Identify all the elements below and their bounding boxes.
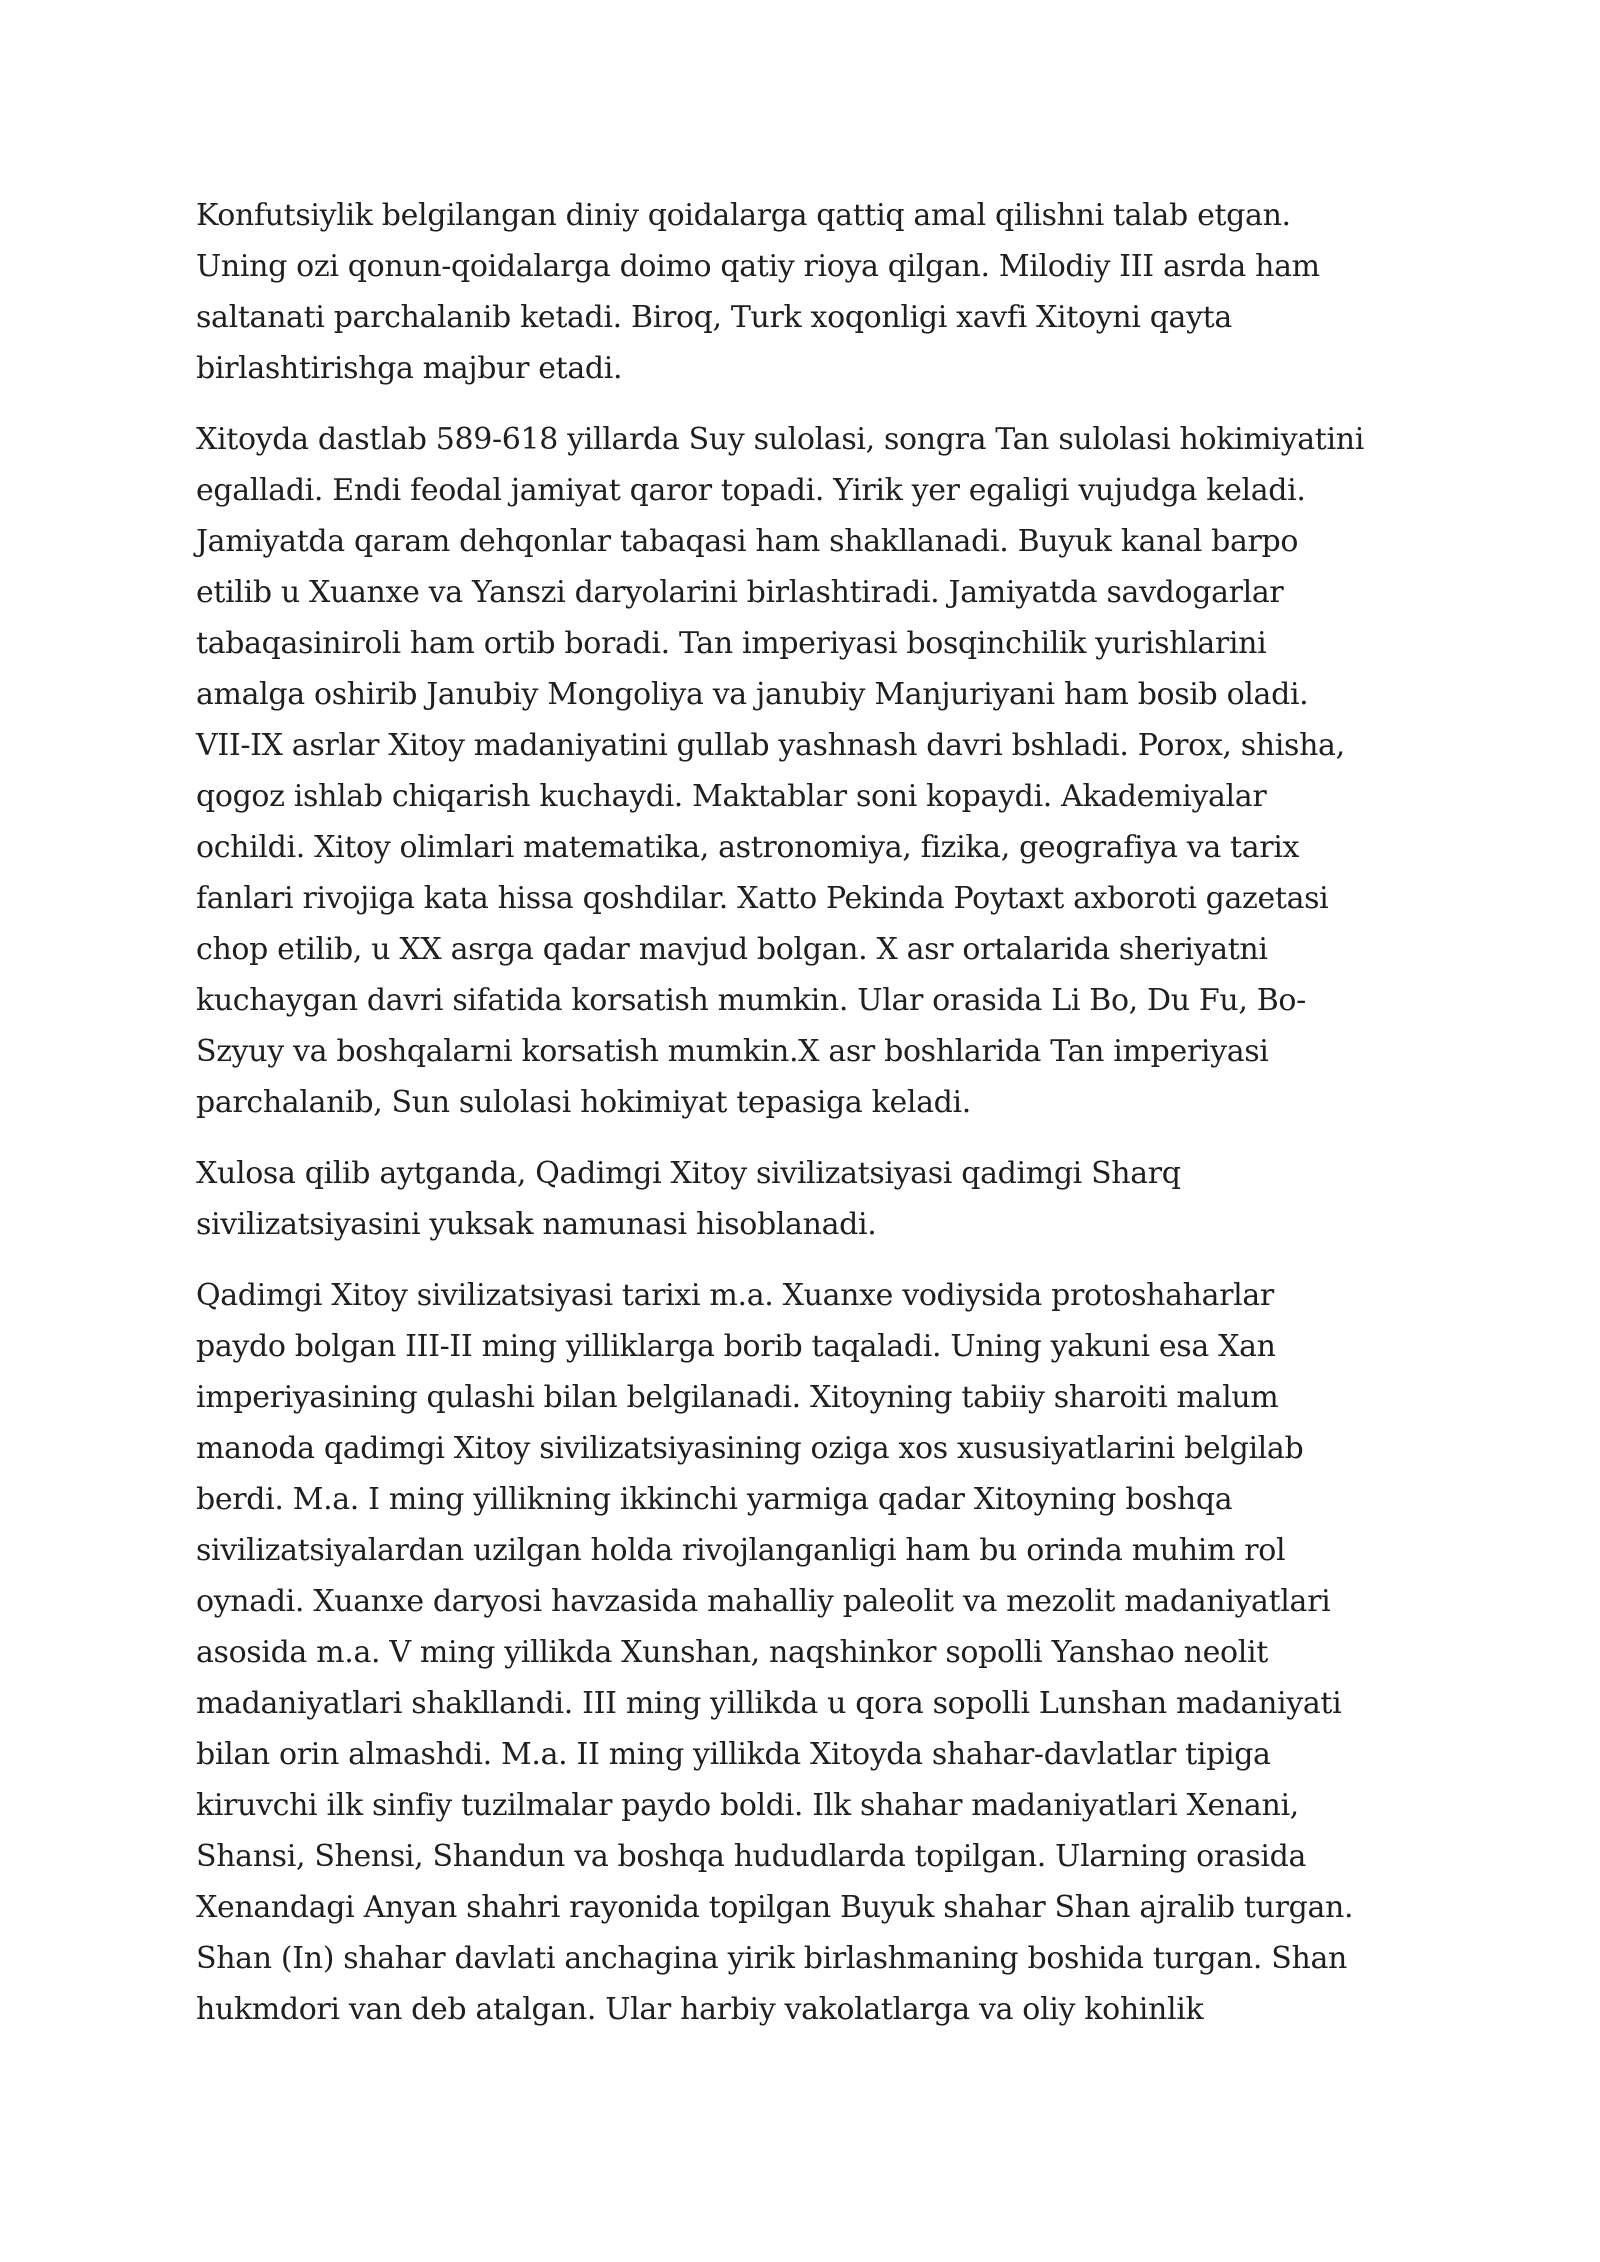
text-line: berdi. M.a. I ming yillikning ikkinchi yarmiga qadar Xitoyning boshqa [196, 1482, 1233, 1517]
text-line: Xulosa qilib aytganda, Qadimgi Xitoy sivilizatsiyasi qadimgi Sharq [196, 1156, 1181, 1191]
text-line: ochildi. Xitoy olimlari matematika, astronomiya, fizika, geografiya va tarix [196, 830, 1300, 865]
text-line: kiruvchi ilk sinfiy tuzilmalar paydo boldi. Ilk shahar madaniyatlari Xenani, [196, 1788, 1299, 1823]
text-line: kuchaygan davri sifatida korsatish mumkin. Ular orasida Li Bo, Du Fu, Bo- [196, 983, 1306, 1018]
text-line: Xitoyda dastlab 589-618 yillarda Suy sulolasi, songra Tan sulolasi hokimiyatini [196, 422, 1364, 457]
text-line: parchalanib, Sun sulolasi hokimiyat tepasiga keladi. [196, 1085, 971, 1120]
paragraph-1 [196, 190, 1426, 394]
text-line: tabaqasiniroli ham ortib boradi. Tan imperiyasi bosqinchilik yurishlarini [196, 626, 1267, 661]
text-line: birlashtirishga majbur etadi. [196, 351, 623, 386]
text-line: Jamiyatda qaram dehqonlar tabaqasi ham shakllanadi. Buyuk kanal barpo [196, 524, 1299, 559]
text-line: egalladi. Endi feodal jamiyat qaror topadi. Yirik yer egaligi vujudga keladi. [196, 473, 1306, 508]
text-line: Konfutsiylik belgilangan diniy qoidalarga qattiq amal qilishni talab etgan. [196, 198, 1291, 233]
text-line: chop etilib, u XX asrga qadar mavjud bolgan. X asr ortalarida sheriyatni [196, 932, 1268, 967]
text-line: Shan (In) shahar davlati anchagina yirik birlashmaning boshida turgan. Shan [196, 1941, 1347, 1976]
text-line: amalga oshirib Janubiy Mongoliya va janubiy Manjuriyani ham bosib oladi. [196, 677, 1309, 712]
paragraph-4 [196, 1270, 1426, 2035]
text-line: fanlari rivojiga kata hissa qoshdilar. Xatto Pekinda Poytaxt axboroti gazetasi [196, 881, 1329, 916]
text-line: bilan orin almashdi. M.a. II ming yillikda Xitoyda shahar-davlatlar tipiga [196, 1737, 1271, 1772]
text-line: saltanati parchalanib ketadi. Biroq, Turk xoqonligi xavfi Xitoyni qayta [196, 300, 1232, 335]
text-line: manoda qadimgi Xitoy sivilizatsiyasining oziga xos xususiyatlarini belgilab [196, 1431, 1304, 1466]
text-line: imperiyasining qulashi bilan belgilanadi. Xitoyning tabiiy sharoiti malum [196, 1380, 1279, 1415]
paragraph-3 [196, 1148, 1426, 1250]
text-line: oynadi. Xuanxe daryosi havzasida mahalliy paleolit va mezolit madaniyatlari [196, 1584, 1331, 1619]
text-line: sivilizatsiyasini yuksak namunasi hisoblanadi. [196, 1207, 877, 1242]
text-line: Qadimgi Xitoy sivilizatsiyasi tarixi m.a. Xuanxe vodiysida protoshaharlar [196, 1278, 1274, 1313]
text-line: Uning ozi qonun-qoidalarga doimo qatiy rioya qilgan. Milodiy III asrda ham [196, 249, 1320, 284]
paragraph-2 [196, 414, 1426, 1128]
text-line: Szyuy va boshqalarni korsatish mumkin.X asr boshlarida Tan imperiyasi [196, 1034, 1269, 1069]
text-line: hukmdori van deb atalgan. Ular harbiy vakolatlarga va oliy kohinlik [196, 1992, 1204, 2027]
text-line: VII-IX asrlar Xitoy madaniyatini gullab yashnash davri bshladi. Porox, shisha, [196, 728, 1345, 763]
text-line: Shansi, Shensi, Shandun va boshqa hududlarda topilgan. Ularning orasida [196, 1839, 1307, 1874]
text-line: asosida m.a. V ming yillikda Xunshan, naqshinkor sopolli Yanshao neolit [196, 1635, 1268, 1670]
document-body [196, 190, 1426, 2035]
text-line: etilib u Xuanxe va Yanszi daryolarini birlashtiradi. Jamiyatda savdogarlar [196, 575, 1284, 610]
text-line: paydo bolgan III-II ming yilliklarga borib taqaladi. Uning yakuni esa Xan [196, 1329, 1276, 1364]
text-line: madaniyatlari shakllandi. III ming yillikda u qora sopolli Lunshan madaniyati [196, 1686, 1342, 1721]
text-line: Xenandagi Anyan shahri rayonida topilgan Buyuk shahar Shan ajralib turgan. [196, 1890, 1354, 1925]
text-line: qogoz ishlab chiqarish kuchaydi. Maktablar soni kopaydi. Akademiyalar [196, 779, 1267, 814]
text-line: sivilizatsiyalardan uzilgan holda rivojlanganligi ham bu orinda muhim rol [196, 1533, 1286, 1568]
